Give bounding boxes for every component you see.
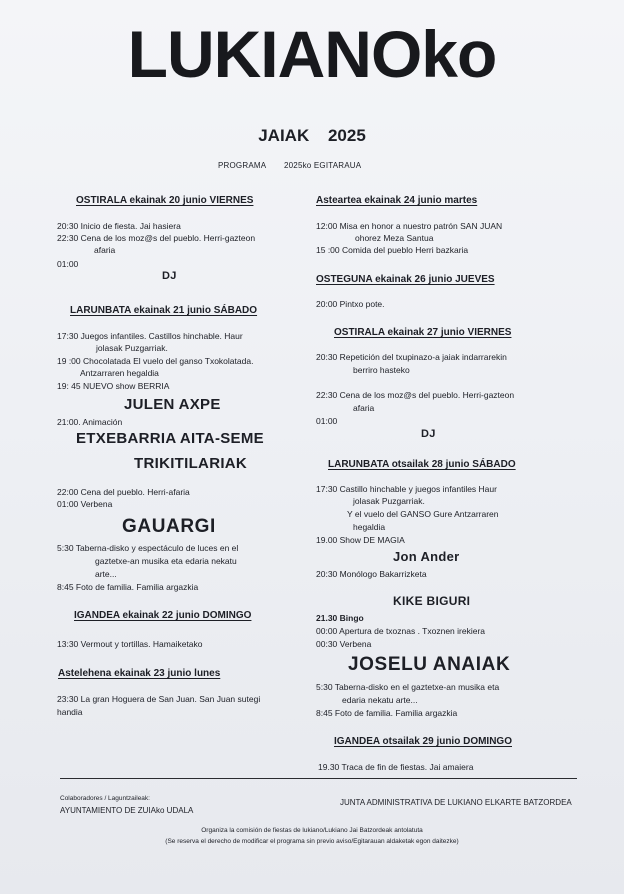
event-item: 8:45 Foto de familia. Familia argazkia <box>57 582 199 592</box>
event-item: 5:30 Taberna-disko y espectáculo de luces en el <box>57 543 239 553</box>
event-item: hegaldia <box>353 522 386 532</box>
event-item: handia <box>57 707 83 717</box>
section-right-3: OSTIRALA ekainak 27 junio VIERNES <box>334 327 512 338</box>
footer-divider <box>60 778 577 779</box>
reserva-note: (Se reserva el derecho de modificar el programa sin previo aviso/Egitarauan aldaketak egon daitezke) <box>165 838 459 845</box>
event-item: 00:30 Verbena <box>316 639 372 649</box>
event-item: 17:30 Juegos infantiles. Castillos hinchable. Haur <box>57 331 243 341</box>
organiza-note: Organiza la comisión de fiestas de lukiano/Lukiano Jai Batzordeak antolatuta <box>201 827 423 834</box>
poster-title: LUKIANOko <box>127 17 497 91</box>
event-item: afaria <box>353 403 375 413</box>
event-item: gaztetxe-an musika eta edaria nekatu <box>95 556 237 566</box>
event-item: 19: 45 NUEVO show BERRIA <box>57 381 170 391</box>
event-item: 20:00 Pintxo pote. <box>316 299 385 309</box>
event-item: 00:00 Apertura de txoznas . Txoznen irekiera <box>316 626 485 636</box>
artist-name: DJ <box>421 428 436 440</box>
event-item: 22:30 Cena de los moz@s del pueblo. Herri-gazteon <box>57 233 256 243</box>
event-item: 20:30 Monólogo Bakarrizketa <box>316 569 427 579</box>
event-item: Antzarraren hegaldia <box>80 368 159 378</box>
section-left-2: LARUNBATA ekainak 21 junio SÁBADO <box>70 305 258 316</box>
event-item: 5:30 Taberna-disko en el gaztetxe-an musika eta <box>316 682 500 692</box>
event-item: jolasak Puzgarriak. <box>96 343 168 353</box>
event-item: 13:30 Vermout y tortillas. Hamaiketako <box>57 639 203 649</box>
event-item: 19.30 Traca de fin de fiestas. Jai amaiera <box>318 762 474 772</box>
event-item: 19.00 Show DE MAGIA <box>316 535 405 545</box>
event-item: 01:00 <box>57 259 79 269</box>
section-right-1: Asteartea ekainak 24 junio martes <box>316 195 478 206</box>
artist-name: Jon Ander <box>393 549 460 564</box>
event-item: 20:30 Repetición del txupinazo-a jaiak indarrarekin <box>316 352 507 362</box>
event-item: 21:00. Animación <box>57 417 123 427</box>
ayuntamiento-label: AYUNTAMIENTO DE ZUIAko UDALA <box>60 806 194 815</box>
event-item: berriro hasteko <box>353 365 410 375</box>
event-item: afaria <box>94 245 116 255</box>
egitaraua-label: 2025ko EGITARAUA <box>284 161 362 170</box>
artist-name: TRIKITILARIAK <box>134 455 248 472</box>
event-item: 23:30 La gran Hoguera de San Juan. San Juan sutegi <box>57 694 261 704</box>
programa-label: PROGRAMA <box>218 161 267 170</box>
event-item: 19 :00 Chocolatada El vuelo del ganso Txokolatada. <box>57 356 254 366</box>
poster-subtitle: JAIAK 2025 <box>258 126 366 145</box>
section-right-2: OSTEGUNA ekainak 26 junio JUEVES <box>316 274 495 285</box>
event-item: Y el vuelo del GANSO Gure Antzarraren <box>347 509 499 519</box>
artist-name: JOSELU ANAIAK <box>348 654 511 675</box>
event-item: 20:30 Inicio de fiesta. Jai hasiera <box>57 221 181 231</box>
artist-name: KIKE BIGURI <box>393 594 471 608</box>
section-right-5: IGANDEA otsailak 29 junio DOMINGO <box>334 736 512 747</box>
event-item: 17:30 Castillo hinchable y juegos infantiles Haur <box>316 484 497 494</box>
junta-label: JUNTA ADMINISTRATIVA DE LUKIANO ELKARTE BATZORDEA <box>340 798 572 807</box>
event-item: 22:30 Cena de los moz@s del pueblo. Herri-gazteon <box>316 390 515 400</box>
event-item: arte... <box>95 569 117 579</box>
event-item: 15 :00 Comida del pueblo Herri bazkaria <box>316 245 469 255</box>
event-item: 22:00 Cena del pueblo. Herri-afaria <box>57 487 190 497</box>
event-item: 01:00 Verbena <box>57 499 113 509</box>
event-item: 01:00 <box>316 416 338 426</box>
event-item: jolasak Puzgarriak. <box>353 496 425 506</box>
event-item: ohorez Meza Santua <box>355 233 434 243</box>
section-left-3: IGANDEA ekainak 22 junio DOMINGO <box>74 610 252 621</box>
event-item: 12:00 Misa en honor a nuestro patrón SAN JUAN <box>316 221 503 231</box>
section-left-1: OSTIRALA ekainak 20 junio VIERNES <box>76 195 254 206</box>
section-left-4: Astelehena ekainak 23 junio lunes <box>58 668 221 679</box>
event-item: edaria nekatu arte... <box>342 695 418 705</box>
artist-name: GAUARGI <box>122 516 216 537</box>
artist-name: JULEN AXPE <box>124 396 221 413</box>
event-item: 21.30 Bingo <box>316 613 364 623</box>
colaboradores-label: Colaboradores / Laguntzaileak: <box>60 795 150 802</box>
artist-name: DJ <box>162 270 177 282</box>
section-right-4: LARUNBATA otsailak 28 junio SÁBADO <box>328 459 516 470</box>
artist-name: ETXEBARRIA AITA-SEME <box>76 430 264 447</box>
event-item: 8:45 Foto de familia. Familia argazkia <box>316 708 458 718</box>
